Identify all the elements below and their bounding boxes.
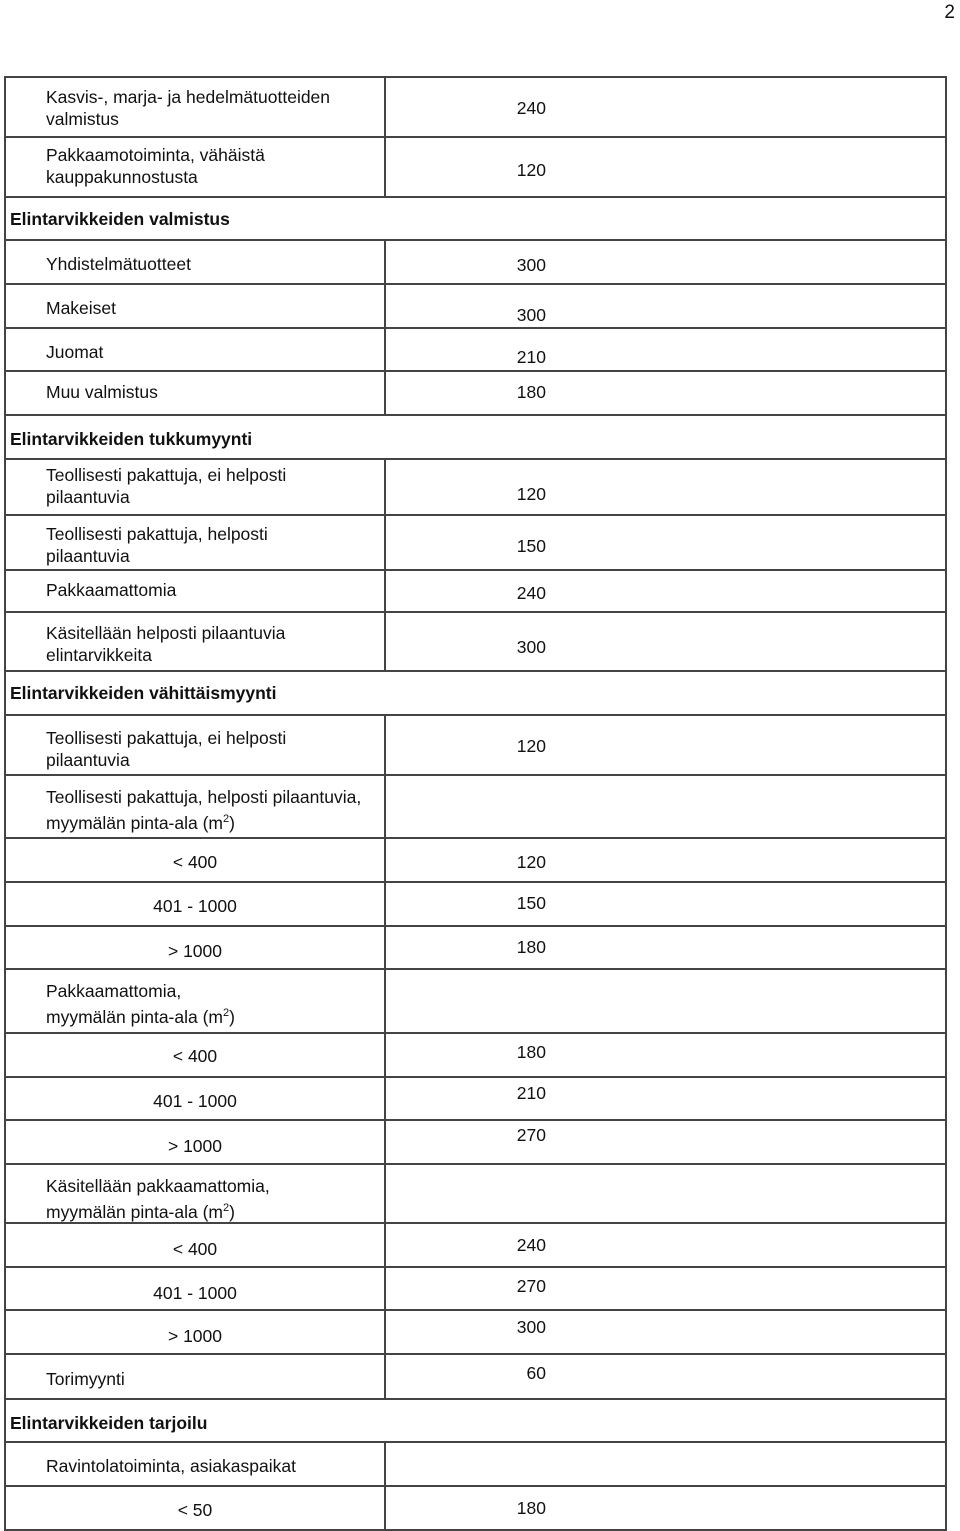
empty-margin [558, 970, 945, 1032]
section-heading-row [6, 672, 945, 716]
row-value-cell [384, 1443, 558, 1485]
row-label [6, 1078, 384, 1119]
row-value: 240 [516, 1235, 546, 1255]
empty-margin [558, 613, 945, 670]
empty-margin [558, 372, 945, 414]
empty-margin [558, 78, 945, 136]
row-label [6, 138, 384, 196]
row-label-text: < 50 [177, 1500, 213, 1520]
row-value-cell [384, 460, 558, 514]
section-heading [6, 416, 606, 458]
row-label [6, 1355, 384, 1398]
row-label-text: > 1000 [167, 1136, 222, 1156]
table-row [6, 613, 945, 672]
row-label-text: Torimyynti [46, 1369, 125, 1389]
row-label [6, 571, 384, 611]
empty-margin [558, 716, 945, 774]
row-label [6, 329, 384, 370]
empty-margin [780, 198, 945, 239]
row-value: 270 [516, 1125, 546, 1145]
row-label-text: Elintarvikkeiden valmistus [10, 209, 230, 229]
row-value: 300 [516, 305, 546, 325]
table-row [6, 138, 945, 198]
empty-margin [558, 1268, 945, 1309]
row-value-cell [384, 970, 558, 1032]
empty-margin [780, 672, 945, 714]
row-label-text: 401 - 1000 [153, 1091, 237, 1111]
row-label-tail: ) [229, 1201, 235, 1222]
table-row [6, 776, 945, 839]
row-value-cell [384, 1311, 558, 1353]
row-label [6, 1034, 384, 1076]
row-label-text: > 1000 [167, 941, 222, 961]
row-label-text: Pakkaamattomia [46, 580, 177, 600]
row-label-text: Käsitellään helposti pilaantuvia elintarvikkeita [46, 623, 286, 665]
empty-margin [558, 516, 945, 569]
row-value: 60 [526, 1363, 546, 1383]
section-heading-row [6, 416, 945, 460]
row-label [6, 1165, 384, 1222]
table-row [6, 241, 945, 285]
row-value: 300 [516, 637, 546, 657]
row-value-cell [384, 1078, 558, 1119]
page-number: 2 [944, 2, 955, 23]
row-label-text: Muu valmistus [46, 382, 158, 402]
empty-margin [780, 1400, 945, 1441]
row-value: 180 [516, 382, 546, 402]
row-value-cell [384, 78, 558, 136]
empty-margin [558, 571, 945, 611]
row-label-text: Elintarvikkeiden vähittäismyynti [10, 683, 277, 703]
table-row [6, 329, 945, 372]
empty-margin [558, 1224, 945, 1266]
row-value-cell [384, 285, 558, 327]
size-range-row [6, 1311, 945, 1355]
row-value-cell [384, 883, 558, 925]
row-label [6, 1311, 384, 1353]
row-value-cell [384, 1034, 558, 1076]
row-label [6, 1487, 384, 1529]
section-heading [6, 672, 606, 714]
empty-margin [558, 1165, 945, 1222]
superscript: 2 [223, 1007, 230, 1019]
row-value: 300 [516, 1317, 546, 1337]
row-value-cell [606, 1400, 780, 1441]
row-value-cell [384, 138, 558, 196]
row-value: 270 [516, 1276, 546, 1296]
size-range-row [6, 1078, 945, 1121]
row-value-cell [384, 839, 558, 881]
empty-margin [558, 1355, 945, 1398]
row-label-text: Teollisesti pakattuja, helposti pilaantuvia, myymälän pinta-ala (m [46, 787, 362, 833]
row-label-text: < 400 [172, 1046, 218, 1066]
row-value: 150 [516, 536, 546, 556]
section-heading-row [6, 1400, 945, 1443]
row-label-text: < 400 [172, 1239, 218, 1259]
empty-margin [558, 1311, 945, 1353]
row-value: 180 [516, 937, 546, 957]
row-value: 210 [516, 347, 546, 367]
size-range-row [6, 883, 945, 927]
row-value: 120 [516, 852, 546, 872]
row-label [6, 776, 384, 837]
row-label [6, 1224, 384, 1266]
superscript: 2 [223, 1202, 230, 1214]
row-value-cell [606, 416, 780, 458]
row-label [6, 285, 384, 327]
table-row [6, 1355, 945, 1400]
section-heading [6, 198, 606, 239]
size-range-row [6, 1034, 945, 1078]
row-label [6, 716, 384, 774]
row-value-cell [384, 241, 558, 283]
empty-margin [558, 285, 945, 327]
empty-margin [558, 883, 945, 925]
row-value-cell [384, 716, 558, 774]
table-row [6, 460, 945, 516]
row-value: 210 [516, 1083, 546, 1103]
empty-margin [558, 1487, 945, 1529]
table-row [6, 516, 945, 571]
row-label [6, 460, 384, 514]
superscript: 2 [223, 813, 230, 825]
table-row [6, 970, 945, 1034]
row-label [6, 1443, 384, 1485]
row-value-cell [384, 613, 558, 670]
row-value: 300 [516, 255, 546, 275]
row-label [6, 970, 384, 1032]
row-value-cell [384, 927, 558, 968]
row-label [6, 839, 384, 881]
table-row [6, 1443, 945, 1487]
row-value: 150 [516, 893, 546, 913]
row-label-text: Teollisesti pakattuja, ei helposti pilaantuvia [46, 465, 287, 507]
row-value-cell [384, 571, 558, 611]
size-range-row [6, 1224, 945, 1268]
empty-margin [558, 1121, 945, 1163]
section-heading-row [6, 198, 945, 241]
row-label [6, 372, 384, 414]
row-label [6, 516, 384, 569]
row-label [6, 1121, 384, 1163]
empty-margin [558, 1034, 945, 1076]
row-value: 240 [516, 98, 546, 118]
row-label-text: Ravintolatoiminta, asiakaspaikat [46, 1456, 296, 1476]
row-value-cell [384, 1165, 558, 1222]
row-value-cell [384, 1224, 558, 1266]
fee-table [4, 76, 947, 1531]
size-range-row [6, 1487, 945, 1531]
row-label-text: 401 - 1000 [153, 896, 237, 916]
row-label-text: 401 - 1000 [153, 1283, 237, 1303]
row-value-cell [606, 198, 780, 239]
row-label-text: Juomat [46, 342, 104, 362]
row-value-cell [384, 372, 558, 414]
row-label [6, 241, 384, 283]
empty-margin [558, 1443, 945, 1485]
row-value-cell [384, 1487, 558, 1529]
empty-margin [558, 329, 945, 370]
row-label-text: > 1000 [167, 1326, 222, 1346]
size-range-row [6, 839, 945, 883]
row-label-text: Elintarvikkeiden tarjoilu [10, 1413, 208, 1433]
row-label-text: Pakkaamotoiminta, vähäistä kauppakunnostusta [46, 145, 265, 187]
table-row [6, 716, 945, 776]
row-label-text: < 400 [172, 852, 218, 872]
row-label-text: Elintarvikkeiden tukkumyynti [10, 429, 253, 449]
empty-margin [558, 241, 945, 283]
row-value-cell [384, 329, 558, 370]
row-label [6, 1268, 384, 1309]
row-value: 120 [516, 484, 546, 504]
empty-margin [558, 927, 945, 968]
table-row [6, 285, 945, 329]
size-range-row [6, 1121, 945, 1165]
row-value: 240 [516, 583, 546, 603]
row-value: 180 [516, 1498, 546, 1518]
row-value-cell [384, 1268, 558, 1309]
section-heading [6, 1400, 606, 1441]
row-label [6, 613, 384, 670]
row-label [6, 927, 384, 968]
table-row [6, 78, 945, 138]
empty-margin [780, 416, 945, 458]
row-value-cell [384, 1355, 558, 1398]
row-label-tail: ) [229, 812, 235, 833]
table-row [6, 372, 945, 416]
table-row [6, 571, 945, 613]
empty-margin [558, 138, 945, 196]
row-label-text: Teollisesti pakattuja, ei helposti pilaantuvia [46, 728, 287, 770]
row-value: 180 [516, 1042, 546, 1062]
row-value-cell [384, 776, 558, 837]
empty-margin [558, 1078, 945, 1119]
size-range-row [6, 1268, 945, 1311]
table-row [6, 1165, 945, 1224]
row-value-cell [606, 672, 780, 714]
row-value-cell [384, 1121, 558, 1163]
empty-margin [558, 839, 945, 881]
size-range-row [6, 927, 945, 970]
empty-margin [558, 776, 945, 837]
row-label-text: Kasvis-, marja- ja hedelmätuotteiden valmistus [46, 87, 331, 129]
row-label-text: Yhdistelmätuotteet [46, 254, 191, 274]
row-label-text: Teollisesti pakattuja, helposti pilaantuvia [46, 524, 268, 566]
row-label-text: Pakkaamattomia, myymälän pinta-ala (m [46, 981, 223, 1027]
row-label-text: Makeiset [46, 298, 117, 318]
row-value-cell [384, 516, 558, 569]
row-label [6, 883, 384, 925]
empty-margin [558, 460, 945, 514]
row-label-text: Käsitellään pakkaamattomia, myymälän pinta-ala (m [46, 1176, 270, 1222]
row-label-tail: ) [229, 1006, 235, 1027]
row-value: 120 [516, 736, 546, 756]
row-label [6, 78, 384, 136]
row-value: 120 [516, 160, 546, 180]
